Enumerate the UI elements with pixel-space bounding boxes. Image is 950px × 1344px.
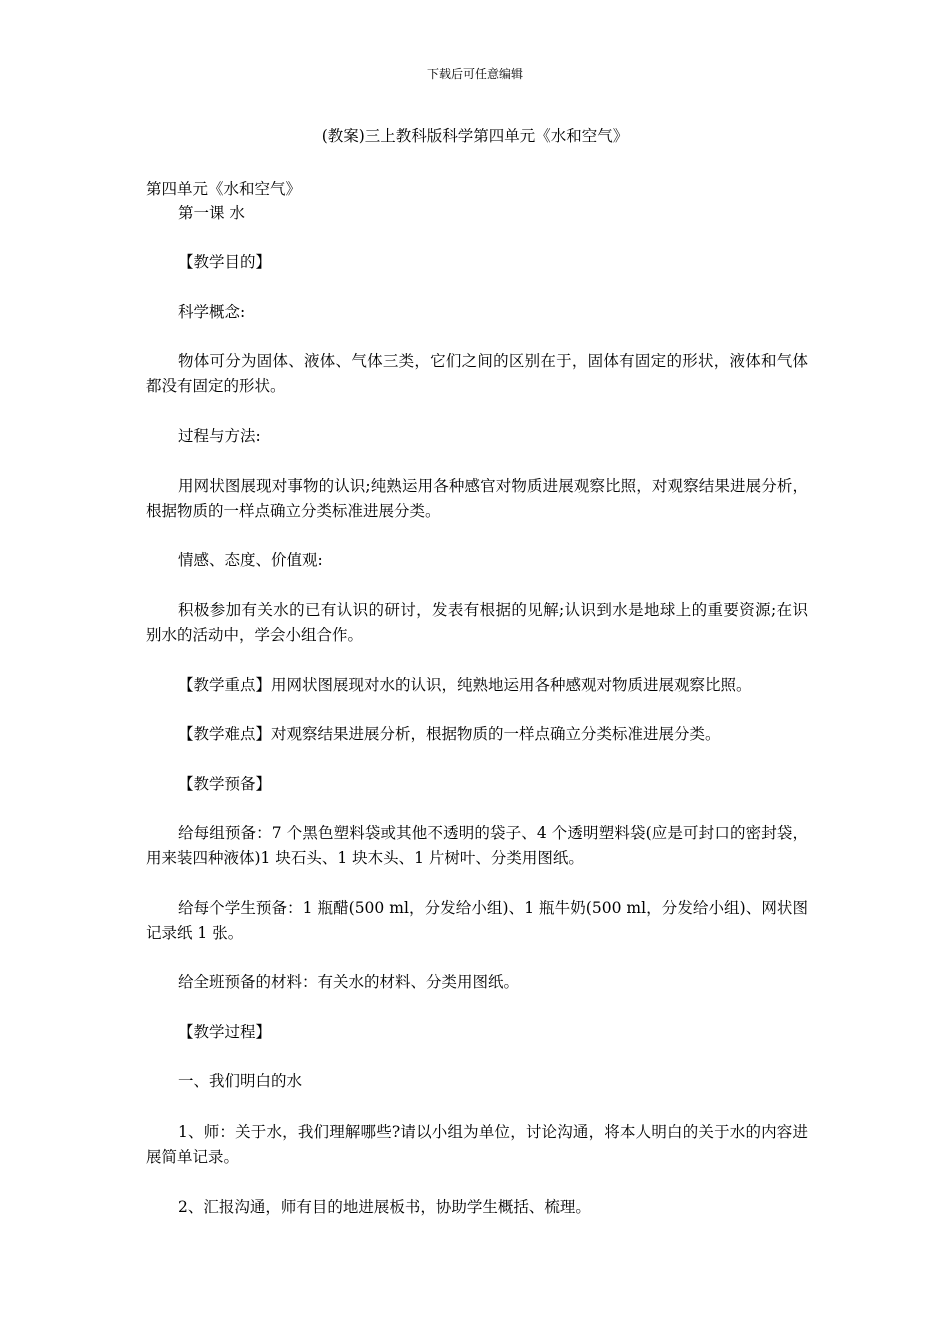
emotion-paragraph: 积极参加有关水的已有认识的研讨，发表有根据的见解;认识到水是地球上的重要资源;在识别水的活动中，学会小组合作。 [146,601,808,644]
objectives-heading: 【教学目的】 [178,253,272,271]
process-method-paragraph: 用网状图展现对事物的认识;纯熟运用各种感官对物质进展观察比照，对观察结果进展分析，根据物质的一样点确立分类标准进展分类。 [146,477,808,520]
lesson-heading: 第一课 水 [178,204,245,222]
process-method-label: 过程与方法: [178,427,261,445]
class-preparation-paragraph: 给全班预备的材料：有关水的材料、分类用图纸。 [178,973,520,991]
emotion-label: 情感、态度、价值观: [178,551,323,569]
step-one-paragraph: 1、师：关于水，我们理解哪些?请以小组为单位，讨论沟通，将本人明白的关于水的内容进展简单记录。 [146,1123,808,1166]
concept-paragraph: 物体可分为固体、液体、气体三类，它们之间的区别在于，固体有固定的形状，液体和气体都没有固定的形状。 [146,352,808,395]
concept-label: 科学概念: [178,303,246,321]
difficult-points-paragraph: 【教学难点】对观察结果进展分析，根据物质的一样点确立分类标准进展分类。 [178,725,721,743]
student-preparation-paragraph: 给每个学生预备：1 瓶醋(500 ml，分发给小组)、1 瓶牛奶(500 ml，分发给小组)、网状图记录纸 1 张。 [146,899,808,942]
page-header: 下载后可任意编辑 [426,67,523,81]
section-one-heading: 一、我们明白的水 [178,1072,303,1090]
unit-heading: 第四单元《水和空气》 [146,180,302,198]
key-points-paragraph: 【教学重点】用网状图展现对水的认识，纯熟地运用各种感观对物质进展观察比照。 [178,676,752,694]
step-two-paragraph: 2、汇报沟通，师有目的地进展板书，协助学生概括、梳理。 [178,1198,591,1216]
document-title: (教案)三上教科版科学第四单元《水和空气》 [321,127,629,145]
group-preparation-paragraph: 给每组预备：7 个黑色塑料袋或其他不透明的袋子、4 个透明塑料袋(应是可封口的密封袋，用来装四种液体)1 块石头、1 块木头、1 片树叶、分类用图纸。 [146,824,808,867]
teaching-process-heading: 【教学过程】 [178,1023,272,1041]
preparation-heading: 【教学预备】 [178,775,272,793]
